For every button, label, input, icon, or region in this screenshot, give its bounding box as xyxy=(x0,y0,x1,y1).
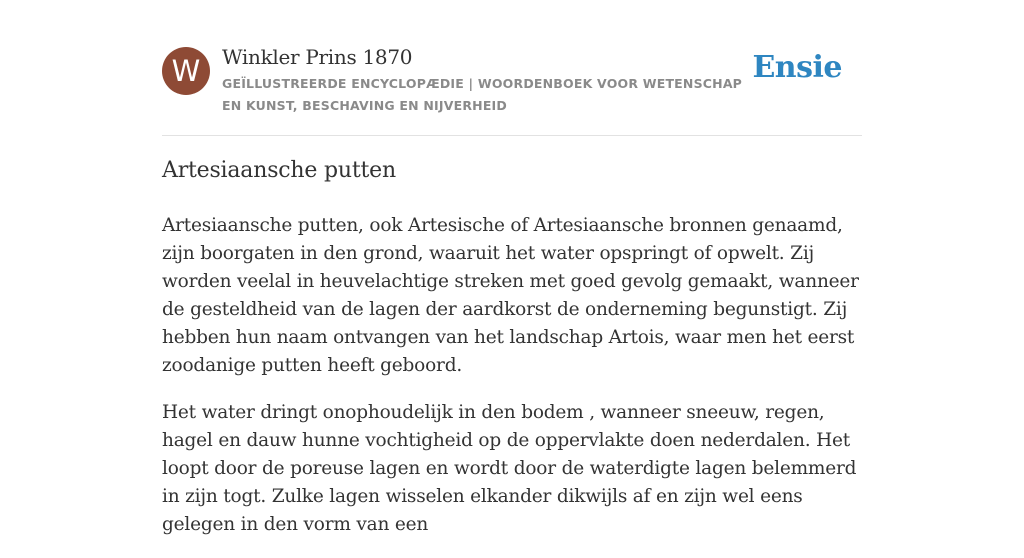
article-body xyxy=(162,212,862,558)
ensie-logo[interactable]: Ensie xyxy=(752,50,842,85)
source-header xyxy=(162,44,862,136)
article-paragraph: Artesiaansche putten, ook Artesische of Artesiaansche bronnen genaamd, zijn boorgaten in den grond, waaruit het water opspringt of opwelt. Zij worden veelal in heuvelachtige streken met goed gevolg gemaakt, wanneer de gesteldheid van de lagen der aardkorst de onderneming begunstigt. Zij hebben hun naam ontvangen van het landschap Artois, waar men het eerst zoodanige putten heeft geboord. xyxy=(162,215,859,376)
article-paragraph: Het water dringt onophoudelijk in den bodem , wanneer sneeuw, regen, hagel en dauw hunne vochtigheid op de oppervlakte doen nederdalen. Het loopt door de poreuse lagen en wordt door de waterdigte lagen belemmerd in zijn togt. Zulke lagen wisselen elkander dikwijls af en zijn wel eens gelegen in den vorm van een xyxy=(162,402,857,535)
source-avatar[interactable]: W xyxy=(162,47,210,95)
article-title: Artesiaansche putten xyxy=(162,158,396,183)
source-title[interactable]: Winkler Prins 1870 xyxy=(222,45,413,69)
source-subtitle: GEÏLLUSTREERDE ENCYCLOPÆDIE | WOORDENBOEK VOOR WETENSCHAP EN KUNST, BESCHAVING EN NIJVERHEID xyxy=(222,76,743,113)
